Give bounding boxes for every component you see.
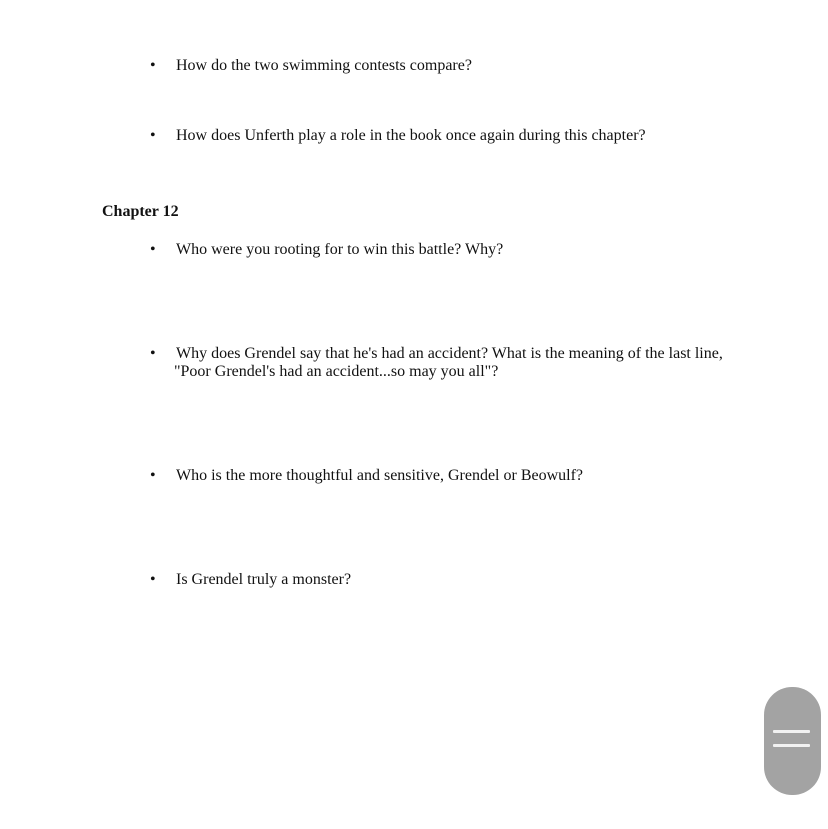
question-text: How does Unferth play a role in the book once again during this chapter? — [176, 127, 646, 144]
question-line-2: "Poor Grendel's had an accident...so may you all"? — [174, 363, 499, 380]
chapter-heading: Chapter 12 — [102, 203, 179, 220]
question-text: How do the two swimming contests compare? — [176, 57, 472, 74]
question-text: Who were you rooting for to win this battle? Why? — [176, 241, 504, 258]
bullet-icon: • — [150, 467, 156, 484]
hamburger-icon — [773, 730, 810, 733]
question-text: Is Grendel truly a monster? — [176, 571, 352, 588]
hamburger-icon-line — [773, 744, 810, 747]
question-text — [176, 345, 736, 381]
question-line-1: Why does Grendel say that he's had an accident? What is the meaning of the last line, — [176, 345, 723, 362]
bullet-icon: • — [150, 241, 156, 258]
bullet-icon: • — [150, 345, 156, 362]
scroll-handle[interactable] — [764, 687, 821, 795]
bullet-icon: • — [150, 571, 156, 588]
question-text: Who is the more thoughtful and sensitive, Grendel or Beowulf? — [176, 467, 584, 484]
bullet-icon: • — [150, 127, 156, 144]
bullet-icon: • — [150, 57, 156, 74]
